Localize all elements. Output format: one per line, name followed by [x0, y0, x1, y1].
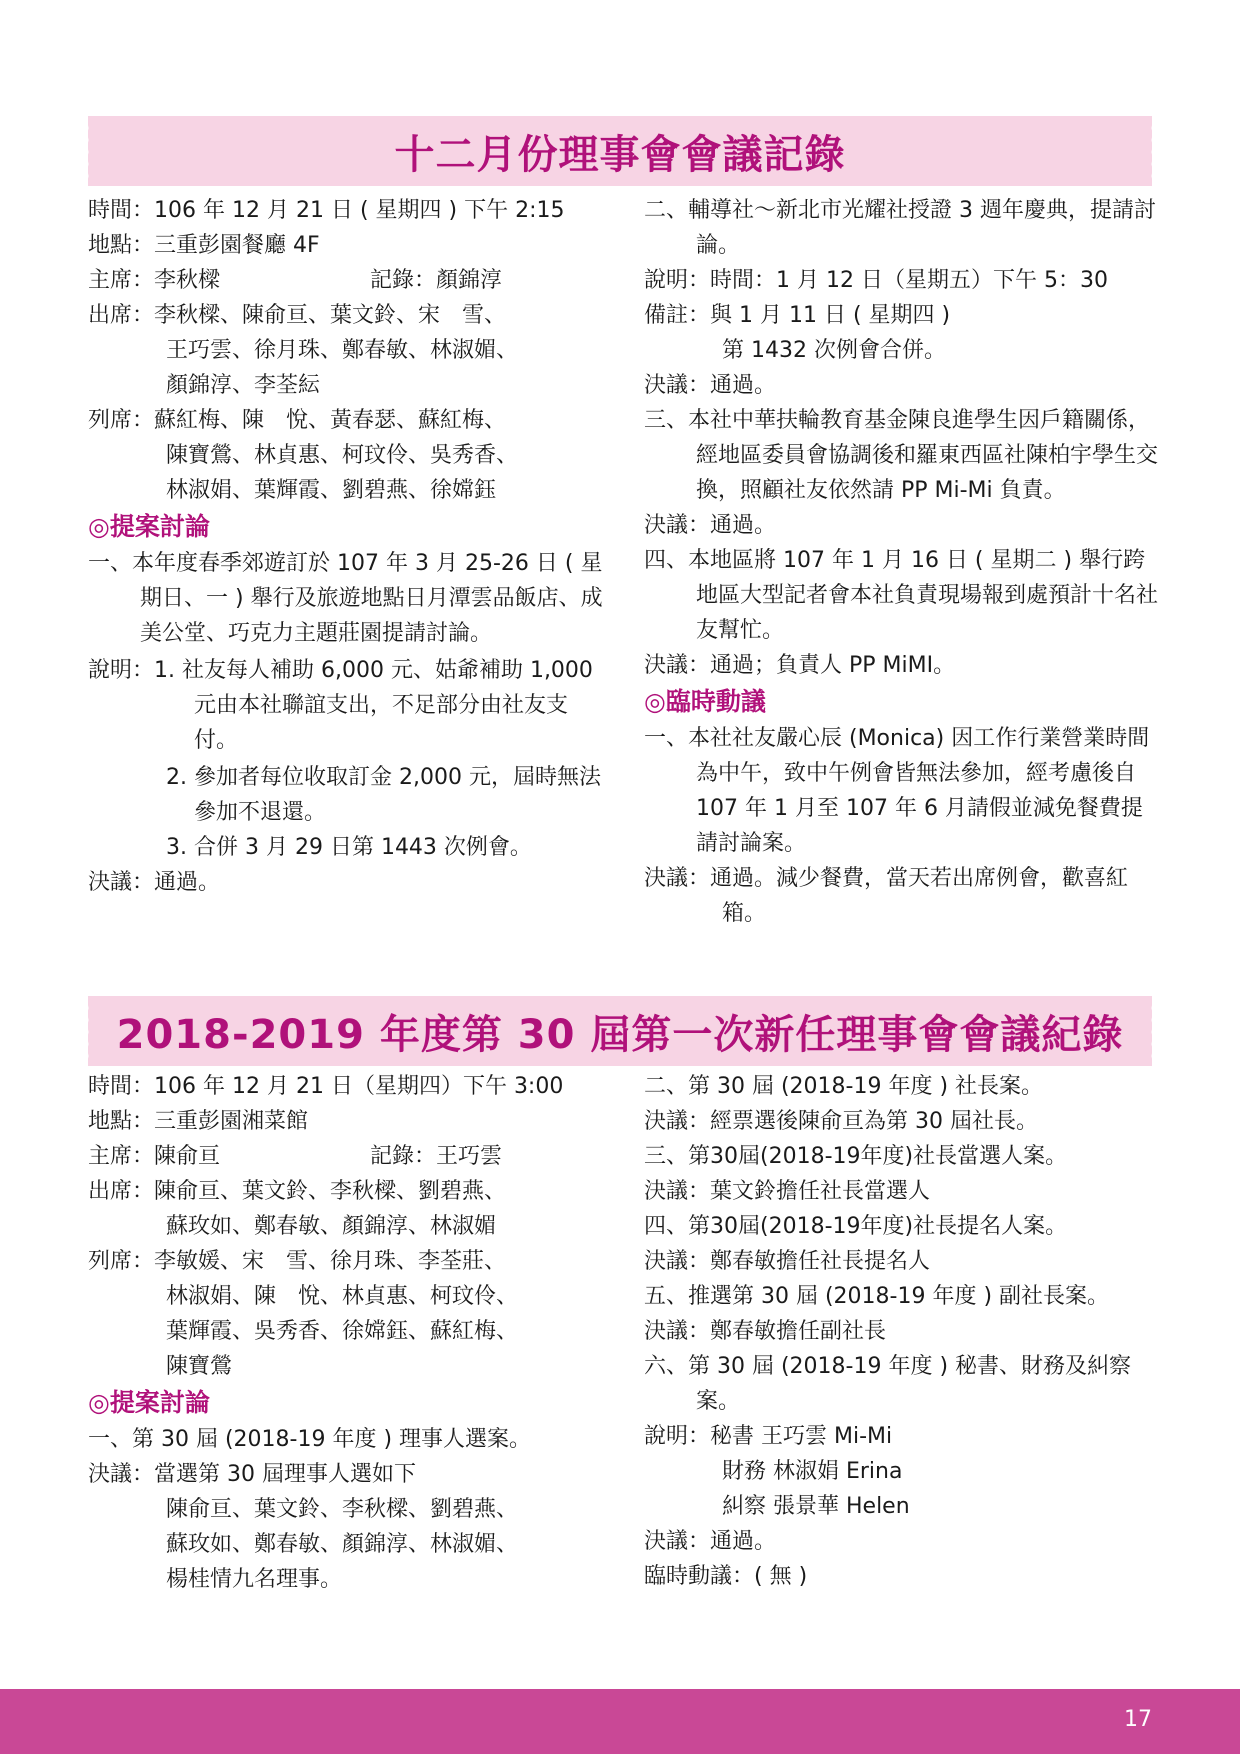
explanation: 說明：時間：1 月 12 日（星期五）下午 5：30 — [644, 268, 1108, 293]
explanation: 說明：秘書 王巧雲 Mi-Mi — [644, 1424, 893, 1449]
resolution: 決議：通過。 — [644, 513, 777, 538]
observers-line: 列席：蘇紅梅、陳 悅、黃春瑟、蘇紅梅、 — [88, 408, 507, 433]
resolution: 決議：通過。減少餐費，當天若出席例會，歡喜紅箱。 — [644, 866, 1129, 926]
proposals-heading: ◎提案討論 — [88, 1388, 210, 1417]
explanation-item: 2. 參加者每位收取訂金 2,000 元，屆時無法參加不退還。 — [166, 765, 601, 825]
observers-line: 林淑娟、葉輝霞、劉碧燕、徐嫦鈺 — [166, 478, 497, 503]
attendees-line: 出席：陳俞亘、葉文鈴、李秋樑、劉碧燕、 — [88, 1179, 507, 1204]
proposal-item: 一、第 30 屆 (2018-19 年度 ) 理事人選案。 — [88, 1427, 532, 1452]
extra-motions: 臨時動議：( 無 ) — [644, 1564, 808, 1589]
resolution: 決議：通過；負責人 PP MiMI。 — [644, 653, 956, 678]
proposal-item: 四、本地區將 107 年 1 月 16 日 ( 星期二 ) 舉行跨地區大型記者會本社負責現場報到處預計十名社友幫忙。 — [644, 548, 1159, 643]
resolution: 決議：葉文鈴擔任社長當選人 — [644, 1179, 931, 1204]
proposal-item: 三、第30屆(2018-19年度)社長當選人案。 — [644, 1144, 1068, 1169]
proposals-heading: ◎提案討論 — [88, 512, 210, 541]
chair: 主席：李秋樑 — [88, 268, 221, 293]
meeting-time: 時間：106 年 12 月 21 日 ( 星期四 ) 下午 2:15 — [88, 198, 565, 223]
elected-directors-line: 蘇玫如、鄭春敏、顏錦淳、林淑媚、 — [166, 1532, 519, 1557]
section2-banner — [88, 996, 1152, 1066]
section1-left-column — [88, 193, 608, 900]
recorder: 記錄：顏錦淳 — [370, 268, 503, 293]
observers-line: 列席：李敏媛、宋 雪、徐月珠、李荃莊、 — [88, 1249, 507, 1274]
observers-line: 林淑娟、陳 悅、林貞惠、柯玟伶、 — [166, 1284, 519, 1309]
explanation-item: 說明：1. 社友每人補助 6,000 元、姑爺補助 1,000 元由本社聯誼支出，不足部分由社友支付。 — [88, 658, 593, 753]
remark-cont: 第 1432 次例會合併。 — [722, 338, 946, 363]
resolution: 決議：當選第 30 屆理事人選如下 — [88, 1462, 416, 1487]
proposal-item: 四、第30屆(2018-19年度)社長提名人案。 — [644, 1214, 1068, 1239]
chair-recorder — [88, 1139, 608, 1174]
explanation-cont: 財務 林淑娟 Erina — [722, 1459, 903, 1484]
resolution: 決議：鄭春敏擔任社長提名人 — [644, 1249, 931, 1274]
observers-line: 陳寶鶯、林貞惠、柯玟伶、吳秀香、 — [166, 443, 519, 468]
proposal-item: 二、輔導社～新北市光耀社授證 3 週年慶典，提請討論。 — [644, 198, 1156, 258]
proposal-item: 三、本社中華扶輪教育基金陳良進學生因戶籍關係，經地區委員會協調後和羅東西區社陳柏宇學生交換，照顧社友依然請 PP Mi-Mi 負責。 — [644, 408, 1159, 503]
attendees-line: 蘇玫如、鄭春敏、顏錦淳、林淑媚 — [166, 1214, 497, 1239]
explanation-item: 3. 合併 3 月 29 日第 1443 次例會。 — [166, 835, 532, 860]
resolution: 決議：經票選後陳俞亘為第 30 屆社長。 — [644, 1109, 1038, 1134]
resolution: 決議：通過。 — [88, 870, 221, 895]
section2-left-column — [88, 1069, 608, 1597]
section1-banner — [88, 116, 1152, 186]
chair-recorder — [88, 263, 608, 298]
observers-line: 葉輝霞、吳秀香、徐嫦鈺、蘇紅梅、 — [166, 1319, 519, 1344]
section1-title: 十二月份理事會會議記錄 — [394, 131, 846, 178]
resolution: 決議：通過。 — [644, 1529, 777, 1554]
meeting-place: 地點：三重彭園湘菜館 — [88, 1109, 309, 1134]
motion-item: 一、本社社友嚴心辰 (Monica) 因工作行業營業時間為中午，致中午例會皆無法參加，經考慮後自 107 年 1 月至 107 年 6 月請假並減免餐費提請討論案。 — [644, 726, 1150, 856]
attendees-line: 出席：李秋樑、陳俞亘、葉文鈴、宋 雪、 — [88, 303, 507, 328]
attendees-line: 王巧雲、徐月珠、鄭春敏、林淑媚、 — [166, 338, 519, 363]
proposal-item: 六、第 30 屆 (2018-19 年度 ) 秘書、財務及糾察案。 — [644, 1354, 1132, 1414]
elected-directors-line: 楊桂情九名理事。 — [166, 1567, 343, 1592]
remark: 備註：與 1 月 11 日 ( 星期四 ) — [644, 303, 951, 328]
chair: 主席：陳俞亘 — [88, 1144, 221, 1169]
page-footer — [0, 1689, 1240, 1754]
proposal-item: 一、本年度春季郊遊訂於 107 年 3 月 25-26 日 ( 星期日、一 ) 舉行及旅遊地點日月潭雲品飯店、成美公堂、巧克力主題莊園提請討論。 — [88, 551, 603, 646]
meeting-time: 時間：106 年 12 月 21 日（星期四）下午 3:00 — [88, 1074, 564, 1099]
proposal-item: 五、推選第 30 屆 (2018-19 年度 ) 副社長案。 — [644, 1284, 1110, 1309]
recorder: 記錄：王巧雲 — [370, 1144, 503, 1169]
section2-right-column — [644, 1069, 1164, 1594]
proposal-item: 二、第 30 屆 (2018-19 年度 ) 社長案。 — [644, 1074, 1044, 1099]
section2-title: 2018-2019 年度第 30 屆第一次新任理事會會議紀錄 — [116, 1011, 1124, 1058]
attendees-line: 顏錦淳、李荃紜 — [166, 373, 321, 398]
resolution: 決議：鄭春敏擔任副社長 — [644, 1319, 887, 1344]
meeting-place: 地點：三重彭園餐廳 4F — [88, 233, 320, 258]
observers-line: 陳寶鶯 — [166, 1354, 233, 1379]
page-number: 17 — [1124, 1707, 1152, 1732]
elected-directors-line: 陳俞亘、葉文鈴、李秋樑、劉碧燕、 — [166, 1497, 519, 1522]
explanation-cont: 糾察 張景華 Helen — [722, 1494, 910, 1519]
motions-heading: ◎臨時動議 — [644, 687, 766, 716]
section1-right-column — [644, 193, 1164, 931]
resolution: 決議：通過。 — [644, 373, 777, 398]
